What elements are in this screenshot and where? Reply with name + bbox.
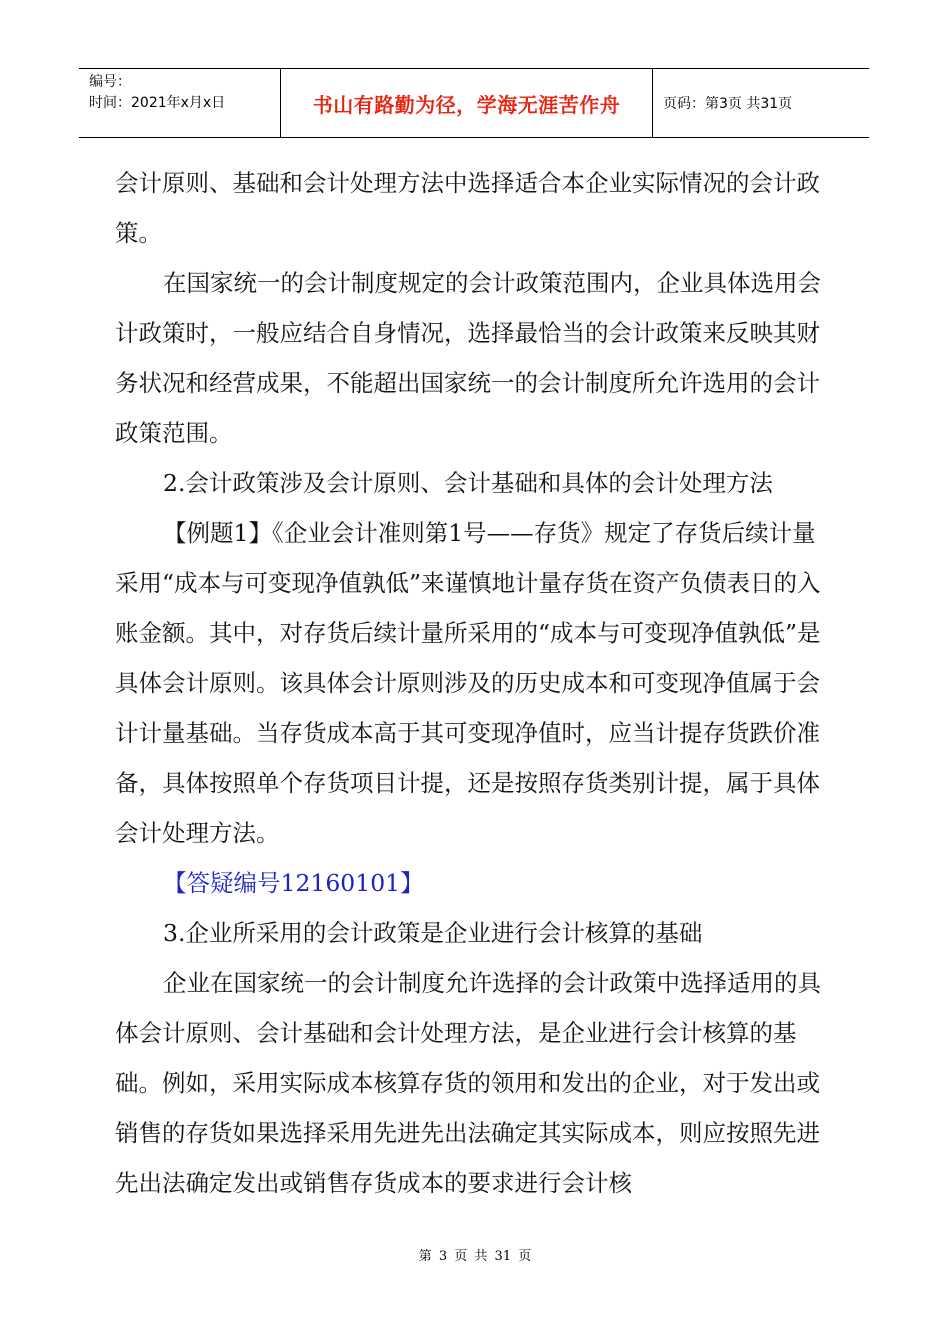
- paragraph-continuation: 会计原则、基础和会计处理方法中选择适合本企业实际情况的会计政策。: [115, 169, 820, 247]
- paragraph-example-1: 【例题1】《企业会计准则第1号——存货》规定了存货后续计量采用“成本与可变现净值孰低”来谨慎地计量存货在资产负债表日的入账金额。其中，对存货后续计量所采用的“成本与可变现净值孰低”是具体会计原则。该具体会计原则涉及的历史成本和可变现净值属于会计计量基础。当存货成本高于其可变现净值时，应当计提存货跌价准备，具体按照单个存货项目计提，还是按照存货类别计提，属于具体会计处理方法。: [115, 519, 821, 847]
- section-heading-3: 3.企业所采用的会计政策是企业进行会计核算的基础: [163, 919, 703, 947]
- header-motto: 书山有路勤为径，学海无涯苦作舟: [281, 69, 653, 137]
- document-body: [115, 158, 835, 1208]
- paragraph-accounting-basis: 企业在国家统一的会计制度允许选择的会计政策中选择适用的具体会计原则、会计基础和会计处理方法，是企业进行会计核算的基础。例如，采用实际成本核算存货的领用和发出的企业，对于发出或销售的存货如果选择采用先进先出法确定其实际成本，则应按照先进先出法确定发出或销售存货成本的要求进行会计核: [115, 969, 821, 1197]
- page-footer: 第 3 页 共 31 页: [418, 1249, 532, 1264]
- section-heading-2: 2.会计政策涉及会计原则、会计基础和具体的会计处理方法: [163, 469, 773, 497]
- header-page-info: 页码：第3页 共31页: [663, 96, 793, 112]
- paragraph-policy-scope: 在国家统一的会计制度规定的会计政策范围内，企业具体选用会计政策时，一般应结合自身情况，选择最恰当的会计政策来反映其财务状况和经营成果，不能超出国家统一的会计制度所允许选用的会计政策范围。: [115, 269, 821, 447]
- document-header: [79, 68, 869, 138]
- header-meta-cell: [79, 69, 281, 137]
- header-number-label: 编号：: [89, 74, 131, 90]
- answer-reference-link[interactable]: 【答疑编号12160101】: [163, 869, 424, 897]
- header-time-label: 时间：2021年x月x日: [89, 95, 226, 111]
